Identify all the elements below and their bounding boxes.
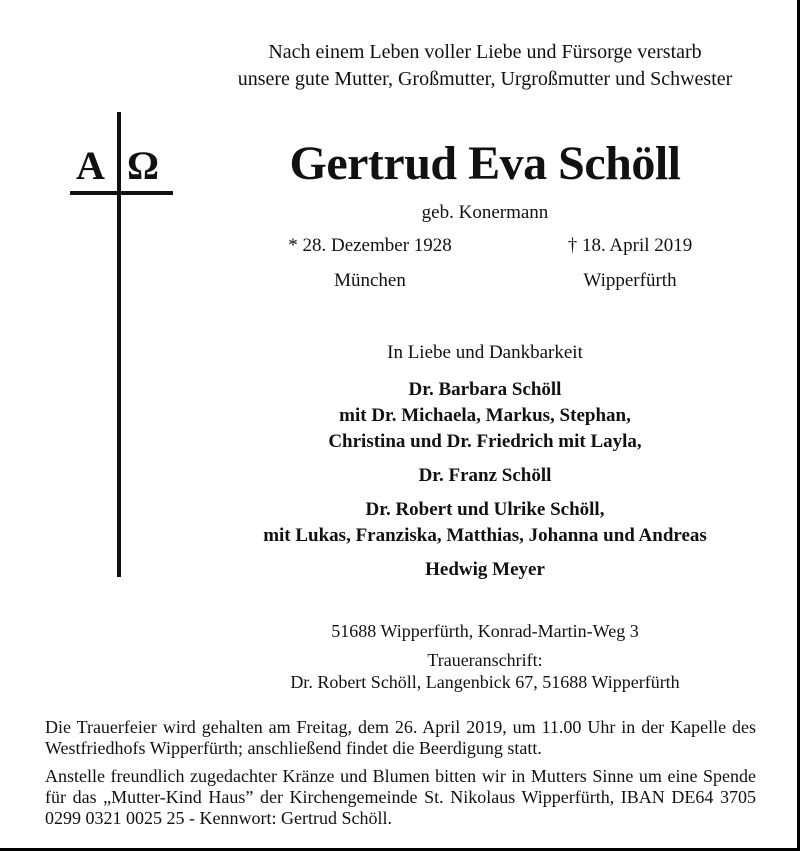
death-date: † 18. April 2019 (567, 235, 693, 256)
intro-line-2: unsere gute Mutter, Großmutter, Urgroßmutter und Schwester (237, 68, 733, 90)
alpha-symbol: A (76, 143, 105, 188)
donation-request: Anstelle freundlich zugedachter Kränze und Blumen bitten wir in Mutters Sinne um eine Spende für das „Mutter-Kind Haus” der Kirchengemeinde St. Nikolaus Wipperfürth, IBAN DE64 3705 0299 0321 0025 25 - Kennwort: Gertrud Schöll. (45, 766, 756, 828)
mourner-line: mit Lukas, Franziska, Matthias, Johanna und Andreas (263, 525, 707, 546)
cross-vertical-bar (117, 112, 121, 577)
mourner-line: Christina und Dr. Friedrich mit Layla, (328, 431, 642, 452)
home-address: 51688 Wipperfürth, Konrad-Martin-Weg 3 (331, 621, 639, 641)
mourner-line: mit Dr. Michaela, Markus, Stephan, (339, 405, 631, 426)
mourners-intro: In Liebe und Dankbarkeit (387, 342, 583, 363)
omega-symbol: Ω (127, 143, 160, 188)
birth-date: * 28. Dezember 1928 (288, 235, 452, 256)
cross-horizontal-bar (70, 191, 173, 195)
mourner-line: Dr. Robert und Ulrike Schöll, (365, 499, 605, 520)
intro-text (200, 39, 770, 93)
deceased-name: Gertrud Eva Schöll (289, 137, 681, 190)
funeral-details: Die Trauerfeier wird gehalten am Freitag, dem 26. April 2019, um 11.00 Uhr in der Kapelle des Westfriedhofs Wipperfürth; anschließend findet die Beerdigung statt. (45, 717, 756, 758)
mourning-address: Dr. Robert Schöll, Langenbick 67, 51688 Wipperfürth (290, 672, 680, 692)
mourning-address-label: Traueranschrift: (427, 650, 543, 670)
mourner-line: Dr. Franz Schöll (418, 465, 552, 486)
intro-line-1: Nach einem Leben voller Liebe und Fürsorge verstarb (268, 41, 702, 63)
mourner-line: Hedwig Meyer (425, 559, 545, 580)
birth-place: München (334, 270, 406, 291)
mourner-line: Dr. Barbara Schöll (408, 379, 562, 400)
maiden-name: geb. Konermann (421, 202, 549, 223)
death-place: Wipperfürth (583, 270, 677, 291)
